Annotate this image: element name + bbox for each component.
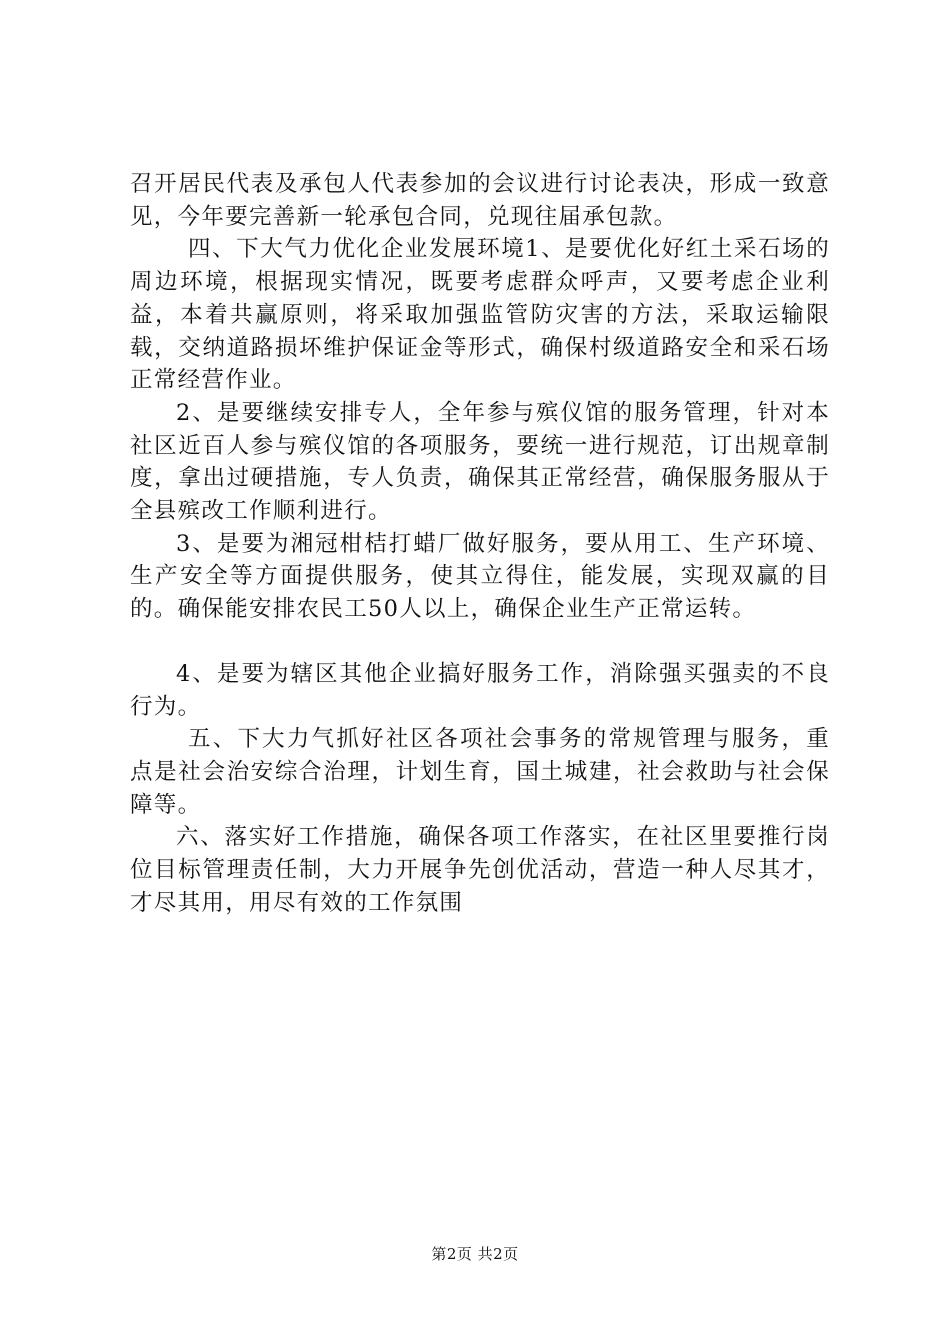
paragraph-section-four: 四、下大气力优化企业发展环境1、是要优化好红土采石场的周边环境，根据现实情况，既要考虑群众呼声，又要考虑企业利益，本着共赢原则，将采取加强监管防灾害的方法，采取运输限载，交纳道路损坏维护保证金等形式，确保村级道路安全和采石场正常经营作业。 <box>130 236 830 394</box>
paragraph-section-six: 六、落实好工作措施，确保各项工作落实，在社区里要推行岗位目标管理责任制，大力开展争先创优活动，营造一种人尽其才，才尽其用，用尽有效的工作氛围 <box>130 824 830 916</box>
paragraph-item-three: 3、是要为湘冠柑桔打蜡厂做好服务，要从用工、生产环境、生产安全等方面提供服务，使其立得住，能发展，实现双赢的目的。确保能安排农民工50人以上，确保企业生产正常运转。 <box>130 530 830 623</box>
paragraph-section-five: 五、下大力气抓好社区各项社会事务的常规管理与服务，重点是社会治安综合治理，计划生育，国土城建，社会救助与社会保障等。 <box>130 726 830 818</box>
paragraph-item-four: 4、是要为辖区其他企业搞好服务工作，消除强买强卖的不良行为。 <box>130 660 830 720</box>
page-number-footer: 第2页 共2页 <box>431 1245 519 1263</box>
paragraph-continuation: 召开居民代表及承包人代表参加的会议进行讨论表决，形成一致意见，今年要完善新一轮承包合同，兑现往届承包款。 <box>130 171 830 230</box>
document-body <box>130 168 830 919</box>
paragraph-item-two: 2、是要继续安排专人，全年参与殡仪馆的服务管理，针对本社区近百人参与殡仪馆的各项服务，要统一进行规范，订出规章制度，拿出过硬措施，专人负责，确保其正常经营，确保服务服从于全县殡改工作顺利进行。 <box>130 399 830 525</box>
